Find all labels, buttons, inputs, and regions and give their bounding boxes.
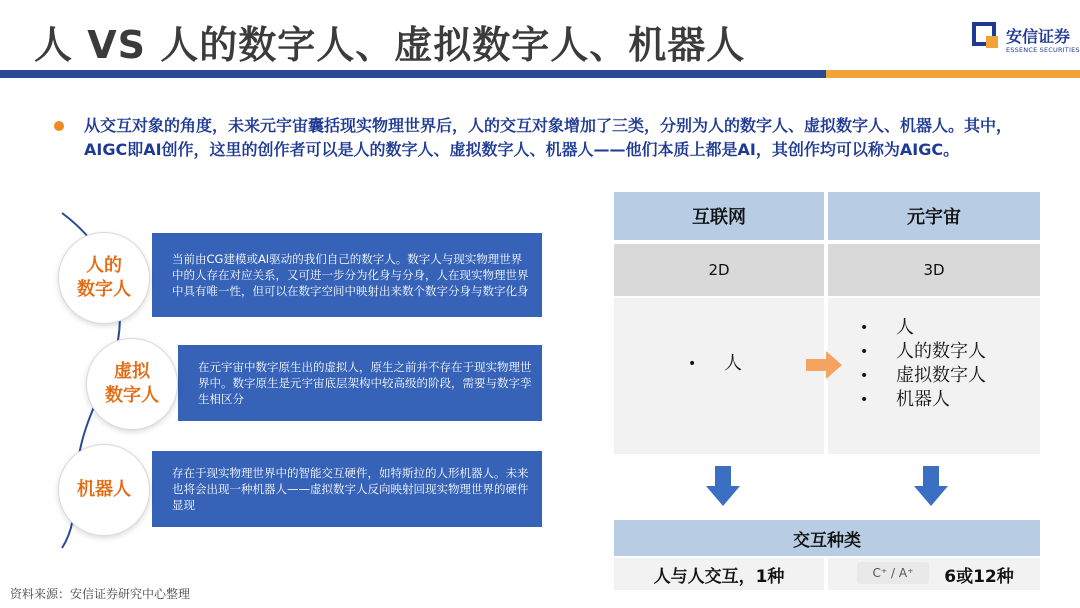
list-item-label: 机器人 bbox=[896, 389, 950, 410]
list-item bbox=[860, 340, 986, 364]
overlay-badge: C⁺ / A⁺ bbox=[857, 562, 929, 584]
list-item-label: 人 bbox=[896, 317, 914, 338]
page-title: 人 VS 人的数字人、虚拟数字人、机器人 bbox=[34, 23, 746, 67]
result-header: 交互种类 bbox=[614, 520, 1040, 556]
type-name-line1: 人的 bbox=[86, 255, 122, 276]
type-desc-box-2 bbox=[178, 345, 542, 421]
list-bullet: • bbox=[860, 392, 869, 408]
result-internet: 人与人交互，1种 bbox=[614, 558, 824, 590]
list-bullet: • bbox=[860, 368, 869, 384]
source-note: 资料来源：安信证券研究中心整理 bbox=[10, 587, 191, 601]
logo-text-en: ESSENCE SECURITIES bbox=[1006, 46, 1080, 54]
arrow-down-icon bbox=[914, 466, 948, 506]
metaverse-list bbox=[860, 316, 986, 412]
arrow-down-icon bbox=[706, 466, 740, 506]
list-item-label: 人的数字人 bbox=[896, 341, 986, 362]
col-sub-2d: 2D bbox=[614, 244, 824, 296]
type-circle-robot bbox=[58, 444, 150, 536]
list-item bbox=[688, 352, 742, 376]
col-sub-3d: 3D bbox=[828, 244, 1040, 296]
type-name-line2: 数字人 bbox=[77, 279, 131, 300]
list-item bbox=[860, 388, 986, 412]
list-bullet: • bbox=[860, 344, 869, 360]
list-bullet: • bbox=[860, 320, 869, 336]
type-desc-box-3 bbox=[152, 451, 542, 527]
col-header-metaverse: 元宇宙 bbox=[828, 192, 1040, 240]
type-name-line1: 虚拟 bbox=[114, 361, 150, 382]
col-header-internet: 互联网 bbox=[614, 192, 824, 240]
result-metaverse-text: 6或12种 bbox=[944, 566, 1014, 587]
type-desc-text: 存在于现实物理世界中的智能交互硬件，如特斯拉的人形机器人。未来也将会出现一种机器人——虚拟数字人反向映射回现实物理世界的硬件显现 bbox=[172, 466, 529, 512]
intro-text: 从交互对象的角度，未来元宇宙囊括现实物理世界后，人的交互对象增加了三类，分别为人的数字人、虚拟数字人、机器人。其中，AIGC即AI创作，这里的创作者可以是人的数字人、虚拟数字人、机器人——他们本质上都是AI，其创作均可以称为AIGC。 bbox=[84, 116, 1013, 159]
col-body-internet bbox=[614, 298, 824, 454]
list-item-label: 虚拟数字人 bbox=[896, 365, 986, 386]
list-item bbox=[860, 364, 986, 388]
type-desc-box-1 bbox=[152, 233, 542, 317]
type-name-line1: 机器人 bbox=[77, 479, 131, 500]
list-item-label: 人 bbox=[724, 353, 742, 374]
type-name-line2: 数字人 bbox=[105, 385, 159, 406]
internet-list bbox=[688, 352, 742, 376]
type-desc-text: 当前由CG建模或AI驱动的我们自己的数字人。数字人与现实物理世界中的人存在对应关系，又可进一步分为化身与分身，人在现实物理世界中具有唯一性，但可以在数字空间中映射出来数个数字分身与数字化身 bbox=[172, 252, 529, 298]
type-circle-digital-human bbox=[58, 232, 150, 324]
arrow-right-icon bbox=[806, 350, 842, 380]
logo-text-cn: 安信证券 bbox=[1006, 27, 1071, 46]
list-item bbox=[860, 316, 986, 340]
type-desc-text: 在元宇宙中数字原生出的虚拟人，原生之前并不存在于现实物理世界中。数字原生是元宇宙底层架构中较高级的阶段，需要与数字孪生相区分 bbox=[198, 360, 532, 406]
type-circle-virtual-human bbox=[86, 338, 178, 430]
list-bullet: • bbox=[688, 356, 697, 372]
